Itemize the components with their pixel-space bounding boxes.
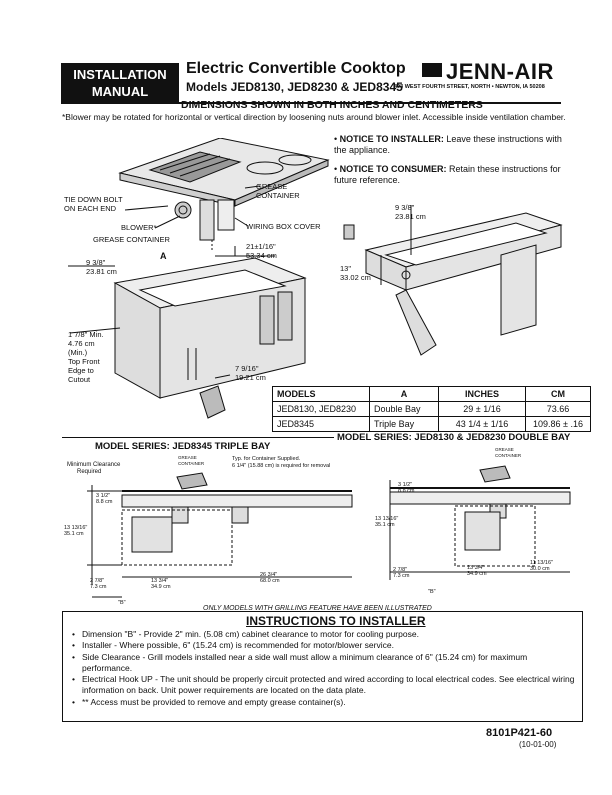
double-d3-in: 2 7/8" [393,567,408,573]
double-d4-in: 13 3/4" [467,565,485,571]
bullet-icon: • [334,164,340,174]
notice-consumer [334,164,574,186]
triple-d2-in: 13 13/16" [64,525,88,531]
list-item: • Installer - Where possible, 6" (15.24 cm) is recommended for motor/blower service. [70,640,575,651]
label-grease-2: CONTAINER [256,191,300,200]
notice-installer-text: Leave these instructions with the appliance. [334,134,562,155]
document-code: 8101P421-60 [486,727,553,739]
triple-dim-d3 [90,578,107,590]
instructions-title: INSTRUCTIONS TO INSTALLER [246,614,426,628]
dim-23-81: 23.81 cm [86,267,117,276]
label-tie-down-2: ON EACH END [64,204,117,213]
double-bay-plan-diagram [370,450,575,605]
series-rule-left [62,437,334,438]
triple-grease-label [178,455,204,467]
brand-address: 403 WEST FOURTH STREET, NORTH • NEWTON, IA 50208 [394,84,545,90]
dim-9-38: 9 3/8" [86,258,106,267]
series-double-heading: MODEL SERIES: JED8130 & JED8230 DOUBLE BAY [337,432,571,443]
triple-d5-cm: 68.0 cm [260,578,280,584]
list-item: • Dimension "B" - Provide 2" min. (5.08 cm) cabinet clearance to motor for cooling purpose. [70,629,575,640]
models-table [272,386,591,432]
table-row [273,417,591,432]
dim-blower-offset [235,364,266,382]
triple-grease-2: CONTAINER [178,461,205,466]
brand-mark-icon [422,63,442,77]
table-cell: 43 1/4 ± 1/16 [439,417,526,432]
triple-d3-in: 2 7/8" [90,578,105,584]
right-13: 13" [340,264,352,273]
double-d2-cm: 35.1 cm [375,522,395,528]
table-row [273,402,591,417]
double-d1-cm: 8.8 cm [398,488,415,494]
blower-note: *Blower may be rotated for horizontal or vertical direction by loosening nuts around blower inlet. Accessible inside ventilation chamber. [62,112,566,122]
triple-d1-cm: 8.8 cm [96,499,113,505]
label-blower: BLOWER* [121,223,157,232]
instructions-list [70,629,575,708]
table-cell: JED8130, JED8230 [273,402,370,417]
grill-note: ONLY MODELS WITH GRILLING FEATURE HAVE BEEN ILLUSTRATED [203,605,432,612]
double-dim-b: "B" [428,589,436,595]
table-cell: JED8345 [273,417,370,432]
triple-d4-cm: 34.9 cm [151,584,171,590]
page-title: Electric Convertible Cooktop [186,60,406,77]
min-note-4: Cutout [68,375,91,384]
table-cell: 109.86 ± .16 [526,417,591,432]
triple-dim-d5 [260,572,280,584]
bullet-icon: • [334,134,340,144]
double-d1-in: 3 1/2" [398,482,413,488]
table-cell: Double Bay [370,402,439,417]
manual-line-2: MANUAL [91,84,149,99]
manual-line-1: INSTALLATION [73,67,167,82]
triple-min-clearance-1: Minimum Clearance [67,462,121,468]
double-d3-cm: 7.3 cm [393,573,410,579]
label-grease-container: GREASE CONTAINER [93,235,170,244]
table-header: A [370,387,439,402]
triple-min-clearance [67,462,120,476]
series-triple-heading: MODEL SERIES: JED8345 TRIPLE BAY [95,441,271,452]
table-cell: Triple Bay [370,417,439,432]
list-item: • Electrical Hook UP - The unit should be properly circuit protected and wired according to local electrical codes. See electrical wiring information on back. Unit power requirements are located on the data plate. [70,674,575,697]
label-tie-down [64,195,123,213]
list-item: • Side Clearance - Grill models installed near a side wall must allow a minimum clearance of 6" (15.24 cm) for maximum performance. [70,652,575,675]
right-dim-width [395,203,426,221]
dim-left-width [86,258,117,276]
min-note-3: Edge to [68,366,94,375]
table-header: INCHES [439,387,526,402]
label-grease-1: GREASE [256,182,288,191]
triple-dim-b: "B" [118,600,126,606]
right-33-02: 33.02 cm [340,273,371,282]
brand-logo [422,59,554,85]
triple-grease-1: GREASE [178,455,197,460]
triple-d4-in: 13 3/4" [151,578,169,584]
right-23-81: 23.81 cm [395,212,426,221]
label-wiring-box: WIRING BOX COVER [246,222,321,231]
table-header: CM [526,387,591,402]
table-header: MODELS [273,387,370,402]
min-note-1: (Min.) [68,348,88,357]
triple-min-clearance-2: Required [77,469,102,475]
triple-d1-in: 3 1/2" [96,493,111,499]
double-d2-in: 13 13/16" [375,516,399,522]
triple-d3-cm: 7.3 cm [90,584,107,590]
dim-front-edge [68,330,104,384]
dim-53-cm: 53.34 cm [246,251,277,260]
notice-consumer-text: Retain these instructions for future reference. [334,164,561,185]
triple-dim-d2 [64,525,87,537]
triple-typ-2: 6 1/4" (15.88 cm) is required for removal [232,463,331,469]
double-grease-1: GREASE [495,447,514,452]
triple-d2-cm: 35.1 cm [64,531,84,537]
double-grease-2: CONTAINER [495,453,522,458]
label-tie-down-1: TIE DOWN BOLT [64,195,123,204]
table-header-row [273,387,591,402]
double-dim-d2 [375,516,398,528]
dimensions-heading: DIMENSIONS SHOWN IN BOTH INCHES AND CENTIMETERS [181,99,483,111]
notice-installer [334,134,574,156]
notice-installer-label: NOTICE TO INSTALLER: [339,134,444,144]
dim-a-label: A [160,251,167,261]
double-d4-cm: 34.9 cm [467,571,487,577]
dim-19-21: 19.21 cm [235,373,266,382]
dim-4-76: 4.76 cm [68,339,95,348]
double-dim-d5 [530,560,553,572]
min-note-2: Top Front [68,357,100,366]
models-subtitle: Models JED8130, JED8230 & JED8345 [186,80,403,94]
double-dim-d1 [398,482,415,494]
double-dim-d4 [467,565,487,577]
list-item: • ** Access must be provided to remove and empty grease container(s). [70,697,575,708]
triple-typ-1: Typ. for Container Supplied. [232,456,301,462]
notice-consumer-label: NOTICE TO CONSUMER: [339,164,447,174]
label-grease-container-top [256,182,300,200]
brand-name: JENN-AIR [446,59,554,84]
dim-depth [246,242,277,260]
table-cell: 73.66 [526,402,591,417]
manual-type-badge [61,63,179,103]
dim-1-78: 1 7/8" Min. [68,330,104,339]
right-9-38: 9 3/8" [395,203,415,212]
triple-dim-d1 [96,493,113,505]
double-d5-in: 11 13/16" [530,560,553,566]
triple-d5-in: 26 3/4" [260,572,278,578]
double-dim-d3 [393,567,410,579]
triple-typ-note [232,456,330,470]
document-date: (10-01-00) [519,740,557,749]
dim-7-916: 7 9/16" [235,364,259,373]
right-dim-height [340,264,371,282]
triple-bay-plan-diagram [62,455,362,610]
double-d5-cm: 30.0 cm [530,566,550,572]
double-grease-label [495,447,521,459]
table-cell: 29 ± 1/16 [439,402,526,417]
cabinet-side-diagram [336,195,566,370]
dim-21-in: 21±1/16" [246,242,276,251]
triple-dim-d4 [151,578,171,590]
